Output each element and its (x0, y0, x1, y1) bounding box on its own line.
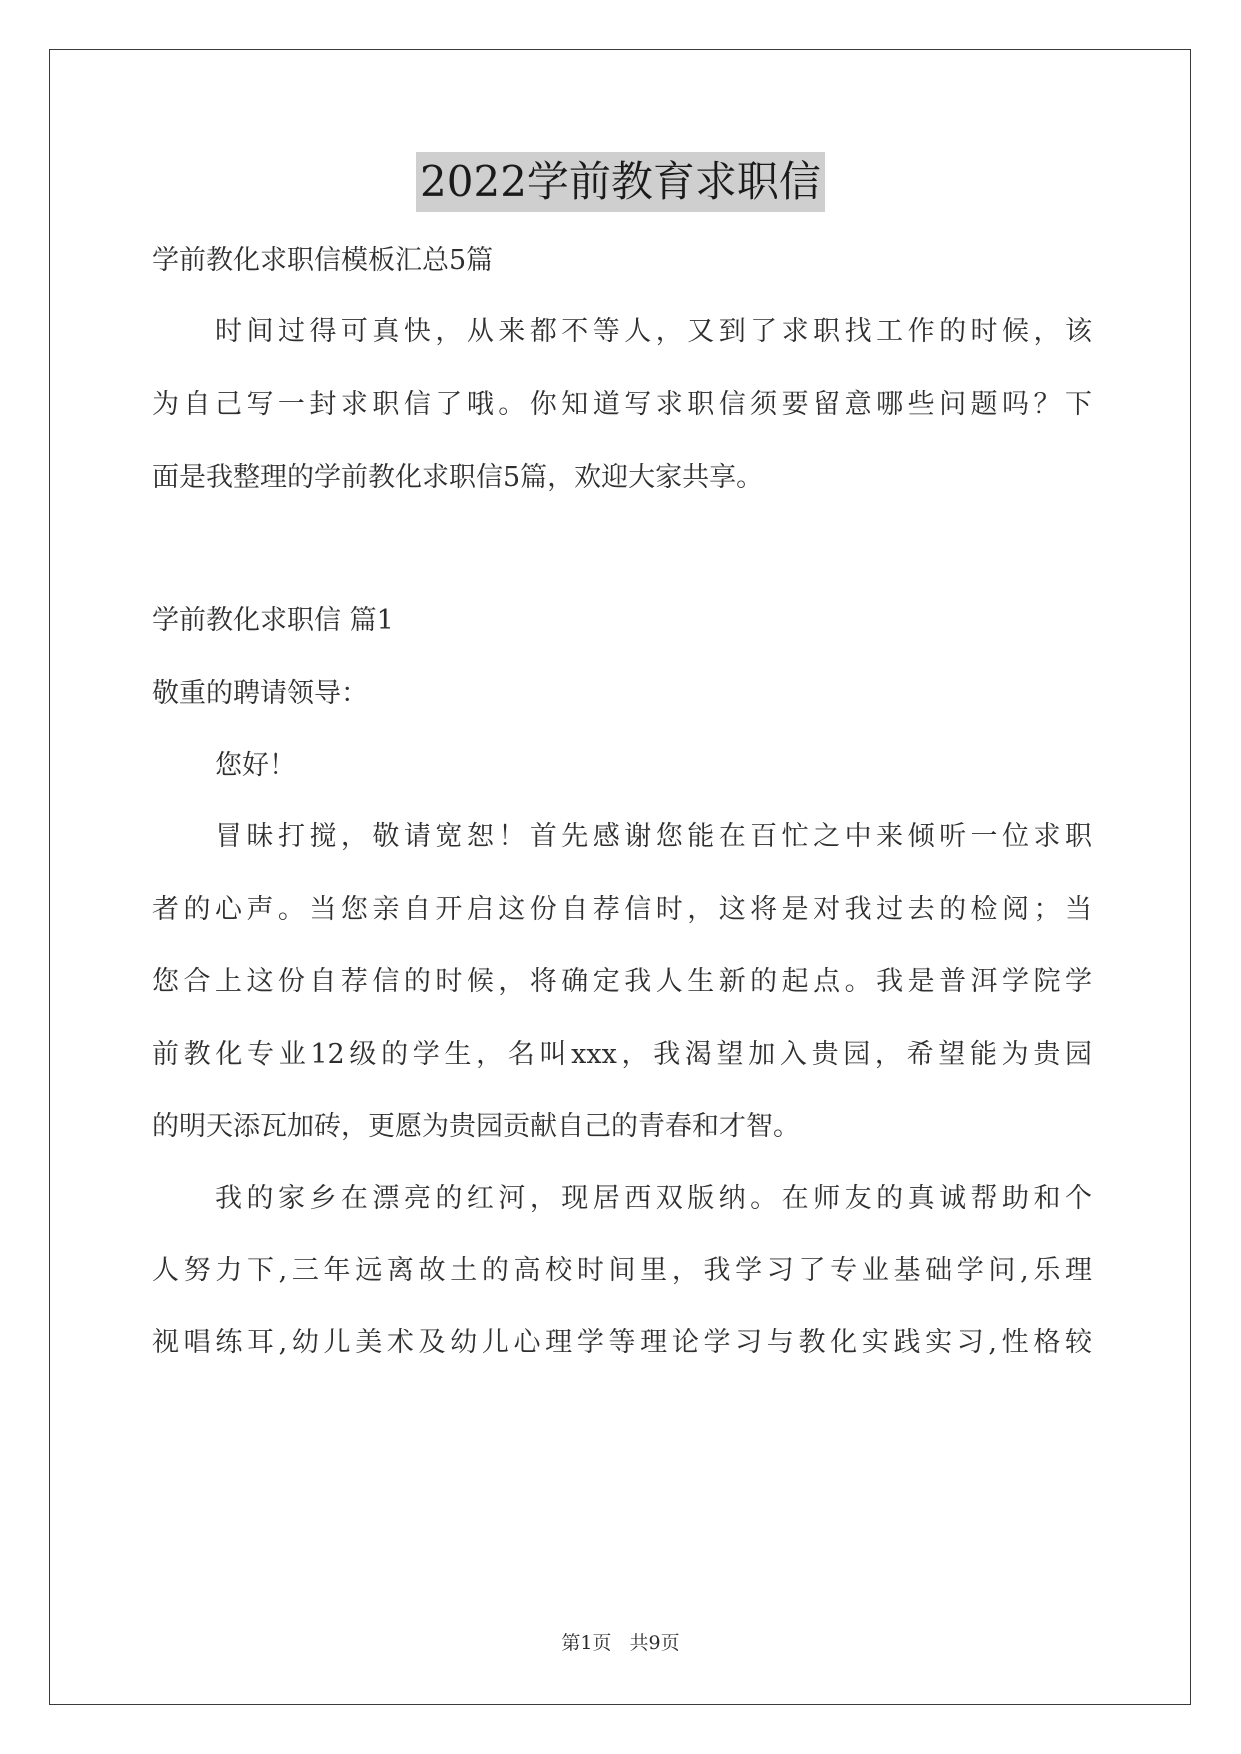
document-title: 2022学前教育求职信 (416, 152, 825, 212)
paragraph1-line-4: 前教化专业12级的学生，名叫xxx，我渴望加入贵园，希望能为贵园 (152, 1039, 1092, 1070)
paragraph2-line-2: 人努力下,三年远离故土的高校时间里，我学习了专业基础学问,乐理 (152, 1255, 1092, 1286)
paragraph1-line-5: 的明天添瓦加砖，更愿为贵园贡献自己的青春和才智。 (152, 1111, 800, 1142)
page-number-footer: 第1页 共9页 (561, 1632, 680, 1654)
salutation: 敬重的聘请领导： (152, 678, 368, 709)
section-heading: 学前教化求职信 篇1 (152, 605, 394, 636)
paragraph2-line-3: 视唱练耳,幼儿美术及幼儿心理学等理论学习与教化实践实习,性格较 (152, 1327, 1092, 1358)
paragraph1-line-1: 冒昧打搅，敬请宽恕！首先感谢您能在百忙之中来倾听一位求职 (215, 821, 1092, 852)
greeting: 您好！ (215, 750, 296, 781)
intro-line-1: 时间过得可真快，从来都不等人，又到了求职找工作的时候，该 (215, 316, 1092, 347)
title-container (0, 152, 1241, 212)
intro-line-2: 为自己写一封求职信了哦。你知道写求职信须要留意哪些问题吗？下 (152, 389, 1092, 420)
paragraph2-line-1: 我的家乡在漂亮的红河，现居西双版纳。在师友的真诚帮助和个 (215, 1183, 1092, 1214)
page-border (49, 49, 1191, 1705)
document-subtitle: 学前教化求职信模板汇总5篇 (152, 245, 494, 276)
paragraph1-line-3: 您合上这份自荐信的时候，将确定我人生新的起点。我是普洱学院学 (152, 966, 1092, 997)
paragraph1-line-2: 者的心声。当您亲自开启这份自荐信时，这将是对我过去的检阅；当 (152, 894, 1092, 925)
intro-line-3: 面是我整理的学前教化求职信5篇，欢迎大家共享。 (152, 462, 764, 493)
